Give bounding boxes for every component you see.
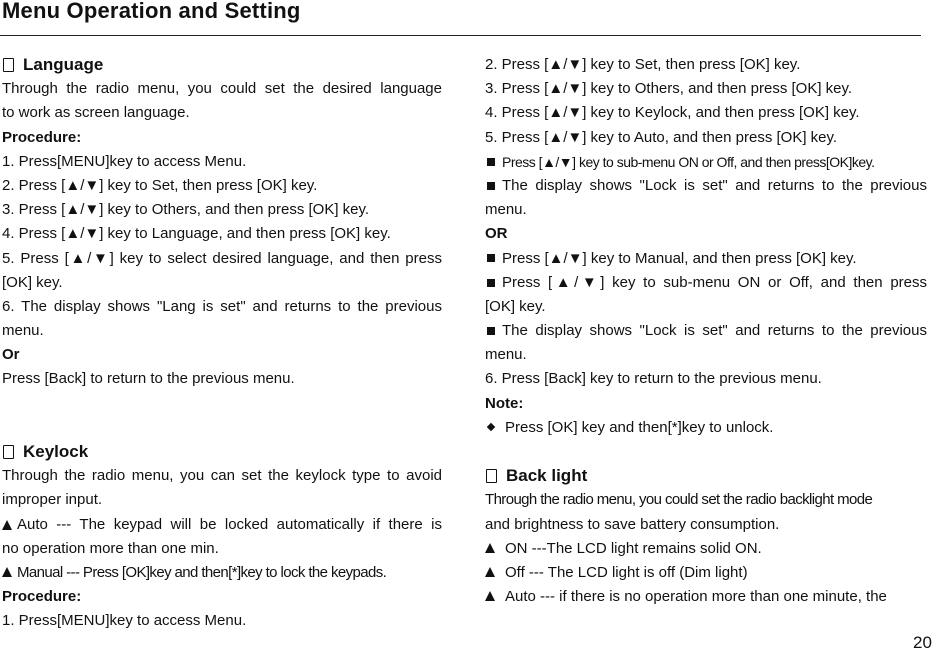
keylock-or-label: OR: [485, 225, 508, 243]
keylock-intro-line: Through the radio menu, you can set the keylock type to avoid: [2, 467, 442, 485]
language-step: 3. Press [▲/▼] key to Others, and then press [OK] key.: [2, 201, 370, 219]
keylock-heading-text: Keylock: [23, 442, 89, 462]
language-intro-line: Through the radio menu, you could set the desired language: [2, 80, 442, 98]
keylock-auto-display-cont: menu.: [485, 201, 527, 219]
filled-square-icon: [487, 254, 495, 262]
keylock-auto-cont: no operation more than one min.: [2, 539, 219, 557]
keylock-manual-bullet-cont: [OK] key.: [485, 297, 546, 315]
keylock-auto-line: [2, 513, 442, 537]
keylock-manual-bullet: [485, 271, 927, 295]
backlight-item: [485, 561, 927, 585]
triangle-up-icon: [485, 591, 495, 601]
backlight-intro-line: Through the radio menu, you could set the radio backlight mode: [485, 491, 873, 509]
keylock-step: 2. Press [▲/▼] key to Set, then press [OK] key.: [485, 56, 801, 73]
checkbox-square-icon: [486, 469, 497, 483]
language-step: 6. The display shows "Lang is set" and returns to the previous: [2, 297, 442, 315]
backlight-item-text: Auto --- if there is no operation more than one minute, the: [505, 588, 887, 606]
language-procedure-label: Procedure:: [2, 128, 82, 146]
keylock-note-text: Press [OK] key and then[*]key to unlock.: [505, 418, 774, 436]
language-or-label: Or: [2, 346, 20, 364]
checkbox-square-icon: [3, 445, 14, 459]
backlight-item-text: ON ---The LCD light remains solid ON.: [505, 539, 762, 557]
keylock-step: 5. Press [▲/▼] key to Auto, and then press [OK] key.: [485, 128, 838, 146]
backlight-intro-line: and brightness to save battery consumption.: [485, 515, 780, 533]
language-step: 5. Press [▲/▼] key to select desired language, and then press: [2, 249, 442, 267]
keylock-note: [485, 416, 927, 440]
keylock-manual-bullet: [485, 247, 927, 271]
language-intro-line: to work as screen language.: [2, 104, 190, 122]
language-step: 1. Press[MENU]key to access Menu.: [2, 152, 247, 170]
backlight-heading-text: Back light: [506, 466, 588, 486]
keylock-manual-display: [485, 319, 927, 343]
keylock-auto-bullet-text: Press [▲/▼] key to sub-menu ON or Off, and then press[OK]key.: [502, 153, 875, 170]
filled-square-icon: [487, 182, 495, 190]
keylock-manual-display-cont: menu.: [485, 346, 527, 364]
language-step: 2. Press [▲/▼] key to Set, then press [OK] key.: [2, 176, 318, 194]
language-step: 4. Press [▲/▼] key to Language, and then press [OK] key.: [2, 225, 391, 243]
keylock-auto-display: [485, 174, 927, 198]
keylock-manual-line: [2, 561, 442, 585]
language-heading: [2, 53, 442, 77]
backlight-item: [485, 537, 927, 561]
keylock-auto-text: Auto --- The keypad will be locked automatically if there is: [17, 515, 442, 533]
page-title: Menu Operation and Setting: [2, 0, 301, 23]
diamond-icon: [487, 423, 495, 431]
keylock-step: 1. Press[MENU]key to access Menu.: [2, 612, 247, 630]
keylock-manual-bullet-text: Press [▲/▼] key to Manual, and then press [OK] key.: [502, 249, 857, 267]
language-or-text: Press [Back] to return to the previous menu.: [2, 370, 295, 388]
language-step: menu.: [2, 322, 44, 340]
language-step: [OK] key.: [2, 273, 63, 291]
backlight-item: [485, 585, 927, 609]
backlight-heading: [485, 464, 927, 488]
keylock-auto-bullet: [485, 150, 927, 174]
title-divider: [0, 35, 921, 36]
page-number: 20: [913, 633, 932, 652]
checkbox-square-icon: [3, 58, 14, 72]
keylock-manual-text: Manual --- Press [OK]key and then[*]key to lock the keypads.: [17, 563, 387, 581]
triangle-up-icon: [2, 567, 12, 577]
keylock-manual-display-text: The display shows "Lock is set" and returns to the previous: [502, 322, 927, 340]
keylock-manual-bullet-text: Press [▲/▼] key to sub-menu ON or Off, and then press: [502, 273, 927, 291]
keylock-note-label: Note:: [485, 394, 524, 412]
backlight-item-text: Off --- The LCD light is off (Dim light): [505, 563, 748, 581]
keylock-auto-display-text: The display shows "Lock is set" and returns to the previous: [502, 176, 927, 194]
keylock-procedure-label: Procedure:: [2, 588, 82, 606]
left-column: [2, 53, 442, 634]
keylock-heading: [2, 440, 442, 464]
right-column: [485, 53, 927, 609]
keylock-step: 3. Press [▲/▼] key to Others, and then press [OK] key.: [485, 80, 853, 98]
filled-square-icon: [487, 279, 495, 287]
keylock-step: 6. Press [Back] key to return to the previous menu.: [485, 370, 822, 388]
triangle-up-icon: [485, 543, 495, 553]
keylock-intro-line: improper input.: [2, 491, 103, 509]
filled-square-icon: [487, 327, 495, 335]
triangle-up-icon: [485, 567, 495, 577]
keylock-step: 4. Press [▲/▼] key to Keylock, and then press [OK] key.: [485, 104, 860, 122]
language-heading-text: Language: [23, 55, 104, 74]
triangle-up-icon: [2, 520, 12, 530]
filled-square-icon: [487, 158, 495, 166]
